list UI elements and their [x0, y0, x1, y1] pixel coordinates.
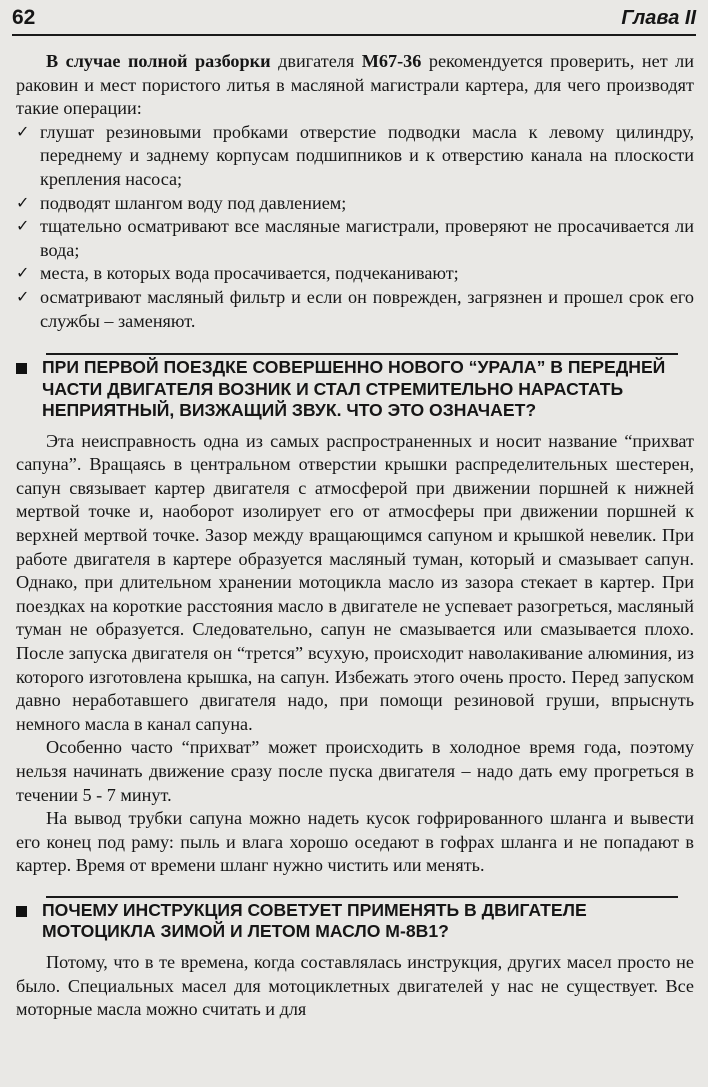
check-list-item: [16, 262, 694, 286]
intro-text-b: рекомендуется проверить, нет ли раковин и мест пористого литья в масляной магистрали картера, для чего производят такие операции:: [16, 51, 694, 119]
check-list-text: осматривают масляный фильтр и если он поврежден, загрязнен и прошел срок его службы – заменяют.: [40, 286, 694, 331]
page-number: 62: [12, 6, 36, 29]
check-list: [16, 121, 694, 333]
check-list-item: [16, 192, 694, 216]
checkmark-icon: ✓: [16, 218, 30, 236]
square-bullet-icon: [16, 906, 27, 917]
body-paragraph: Потому, что в те времена, когда составлялась инструкция, других масел просто не было. Специальных масел для мотоциклетных двигателей у нас не существует. Все моторные масла можно считать и для: [16, 951, 694, 1020]
question-heading-2: [16, 896, 694, 943]
question-heading-1: [16, 353, 694, 422]
check-list-text: глушат резиновыми пробками отверстие подводки масла к левому цилиндру, переднему и заднему корпусам подшипников и к отверстию канала на плоскости крепления насоса;: [40, 121, 694, 189]
question-text: ПОЧЕМУ ИНСТРУКЦИЯ СОВЕТУЕТ ПРИМЕНЯТЬ В ДВИГАТЕЛЕ МОТОЦИКЛА ЗИМОЙ И ЛЕТОМ МАСЛО М-8В1?: [42, 899, 587, 942]
intro-bold-model: М67-36: [361, 51, 422, 71]
check-list-text: места, в которых вода просачивается, подчеканивают;: [40, 263, 459, 284]
heading-rule: [46, 353, 678, 355]
square-bullet-icon: [16, 363, 27, 374]
checkmark-icon: ✓: [16, 194, 30, 212]
check-list-item: [16, 286, 694, 333]
intro-text-a: двигателя: [270, 51, 362, 71]
body-paragraph: Эта неисправность одна из самых распространенных и носит название “прихват сапуна”. Вращаясь в центральном отверстии крышки распределительных шестерен, сапун связывает картер двигателя с атмосферой при движении поршней к нижней мертвой точке и, наоборот изолирует его от атмосферы при движении поршней к верхней мертвой точке. Зазор между вращающимся сапуном и крышкой невелик. При работе двигателя в картере образуется масляный туман, который и смазывает сапун. Однако, при длительном хранении мотоцикла масло из зазора стекает в картер. При поездках на короткие расстояния масло в двигателе не успевает разогреться, масляный туман не образуется. Следовательно, сапун не смазывается или смазывается плохо. После запуска двигателя он “трется” всухую, происходит наволакивание алюминия, из которого изготовлена крышка, на сапун. Избежать этого очень просто. Перед запуском давно неработавшего двигателя надо, при помощи резиновой груши, впрыснуть немного масла в канал сапуна.: [16, 430, 694, 734]
checkmark-icon: ✓: [16, 288, 30, 306]
check-list-text: тщательно осматривают все масляные магистрали, проверяют не просачивается ли вода;: [40, 216, 694, 260]
check-list-text: подводят шлангом воду под давлением;: [40, 192, 347, 213]
page-content: [16, 50, 694, 1022]
checkmark-icon: ✓: [16, 265, 30, 283]
question-text: ПРИ ПЕРВОЙ ПОЕЗДКЕ СОВЕРШЕННО НОВОГО “УРАЛА” В ПЕРЕДНЕЙ ЧАСТИ ДВИГАТЕЛЯ ВОЗНИК И СТАЛ СТРЕМИТЕЛЬНО НАРАСТАТЬ НЕПРИЯТНЫЙ, ВИЗЖАЩИЙ ЗВУК. ЧТО ЭТО ОЗНАЧАЕТ?: [42, 357, 666, 421]
body-paragraph: На вывод трубки сапуна можно надеть кусок гофрированного шланга и вывести его конец под раму: пыль и влага хорошо оседают в гофрах шланга и не попадают в картер. Время от времени шланг нужно чистить или менять.: [16, 808, 694, 876]
heading-rule: [46, 896, 678, 898]
body-paragraph: Особенно часто “прихват” может происходить в холодное время года, поэтому нельзя начинать движение сразу после пуска двигателя – надо дать ему прогреться в течении 5 - 7 минут.: [16, 737, 694, 805]
intro-paragraph: [16, 50, 694, 121]
page-header: [12, 4, 696, 36]
check-list-item: [16, 121, 694, 192]
chapter-title: Глава II: [621, 7, 696, 29]
check-list-item: [16, 215, 694, 262]
intro-bold-lead: В случае полной разборки: [46, 51, 271, 71]
checkmark-icon: ✓: [16, 123, 30, 141]
